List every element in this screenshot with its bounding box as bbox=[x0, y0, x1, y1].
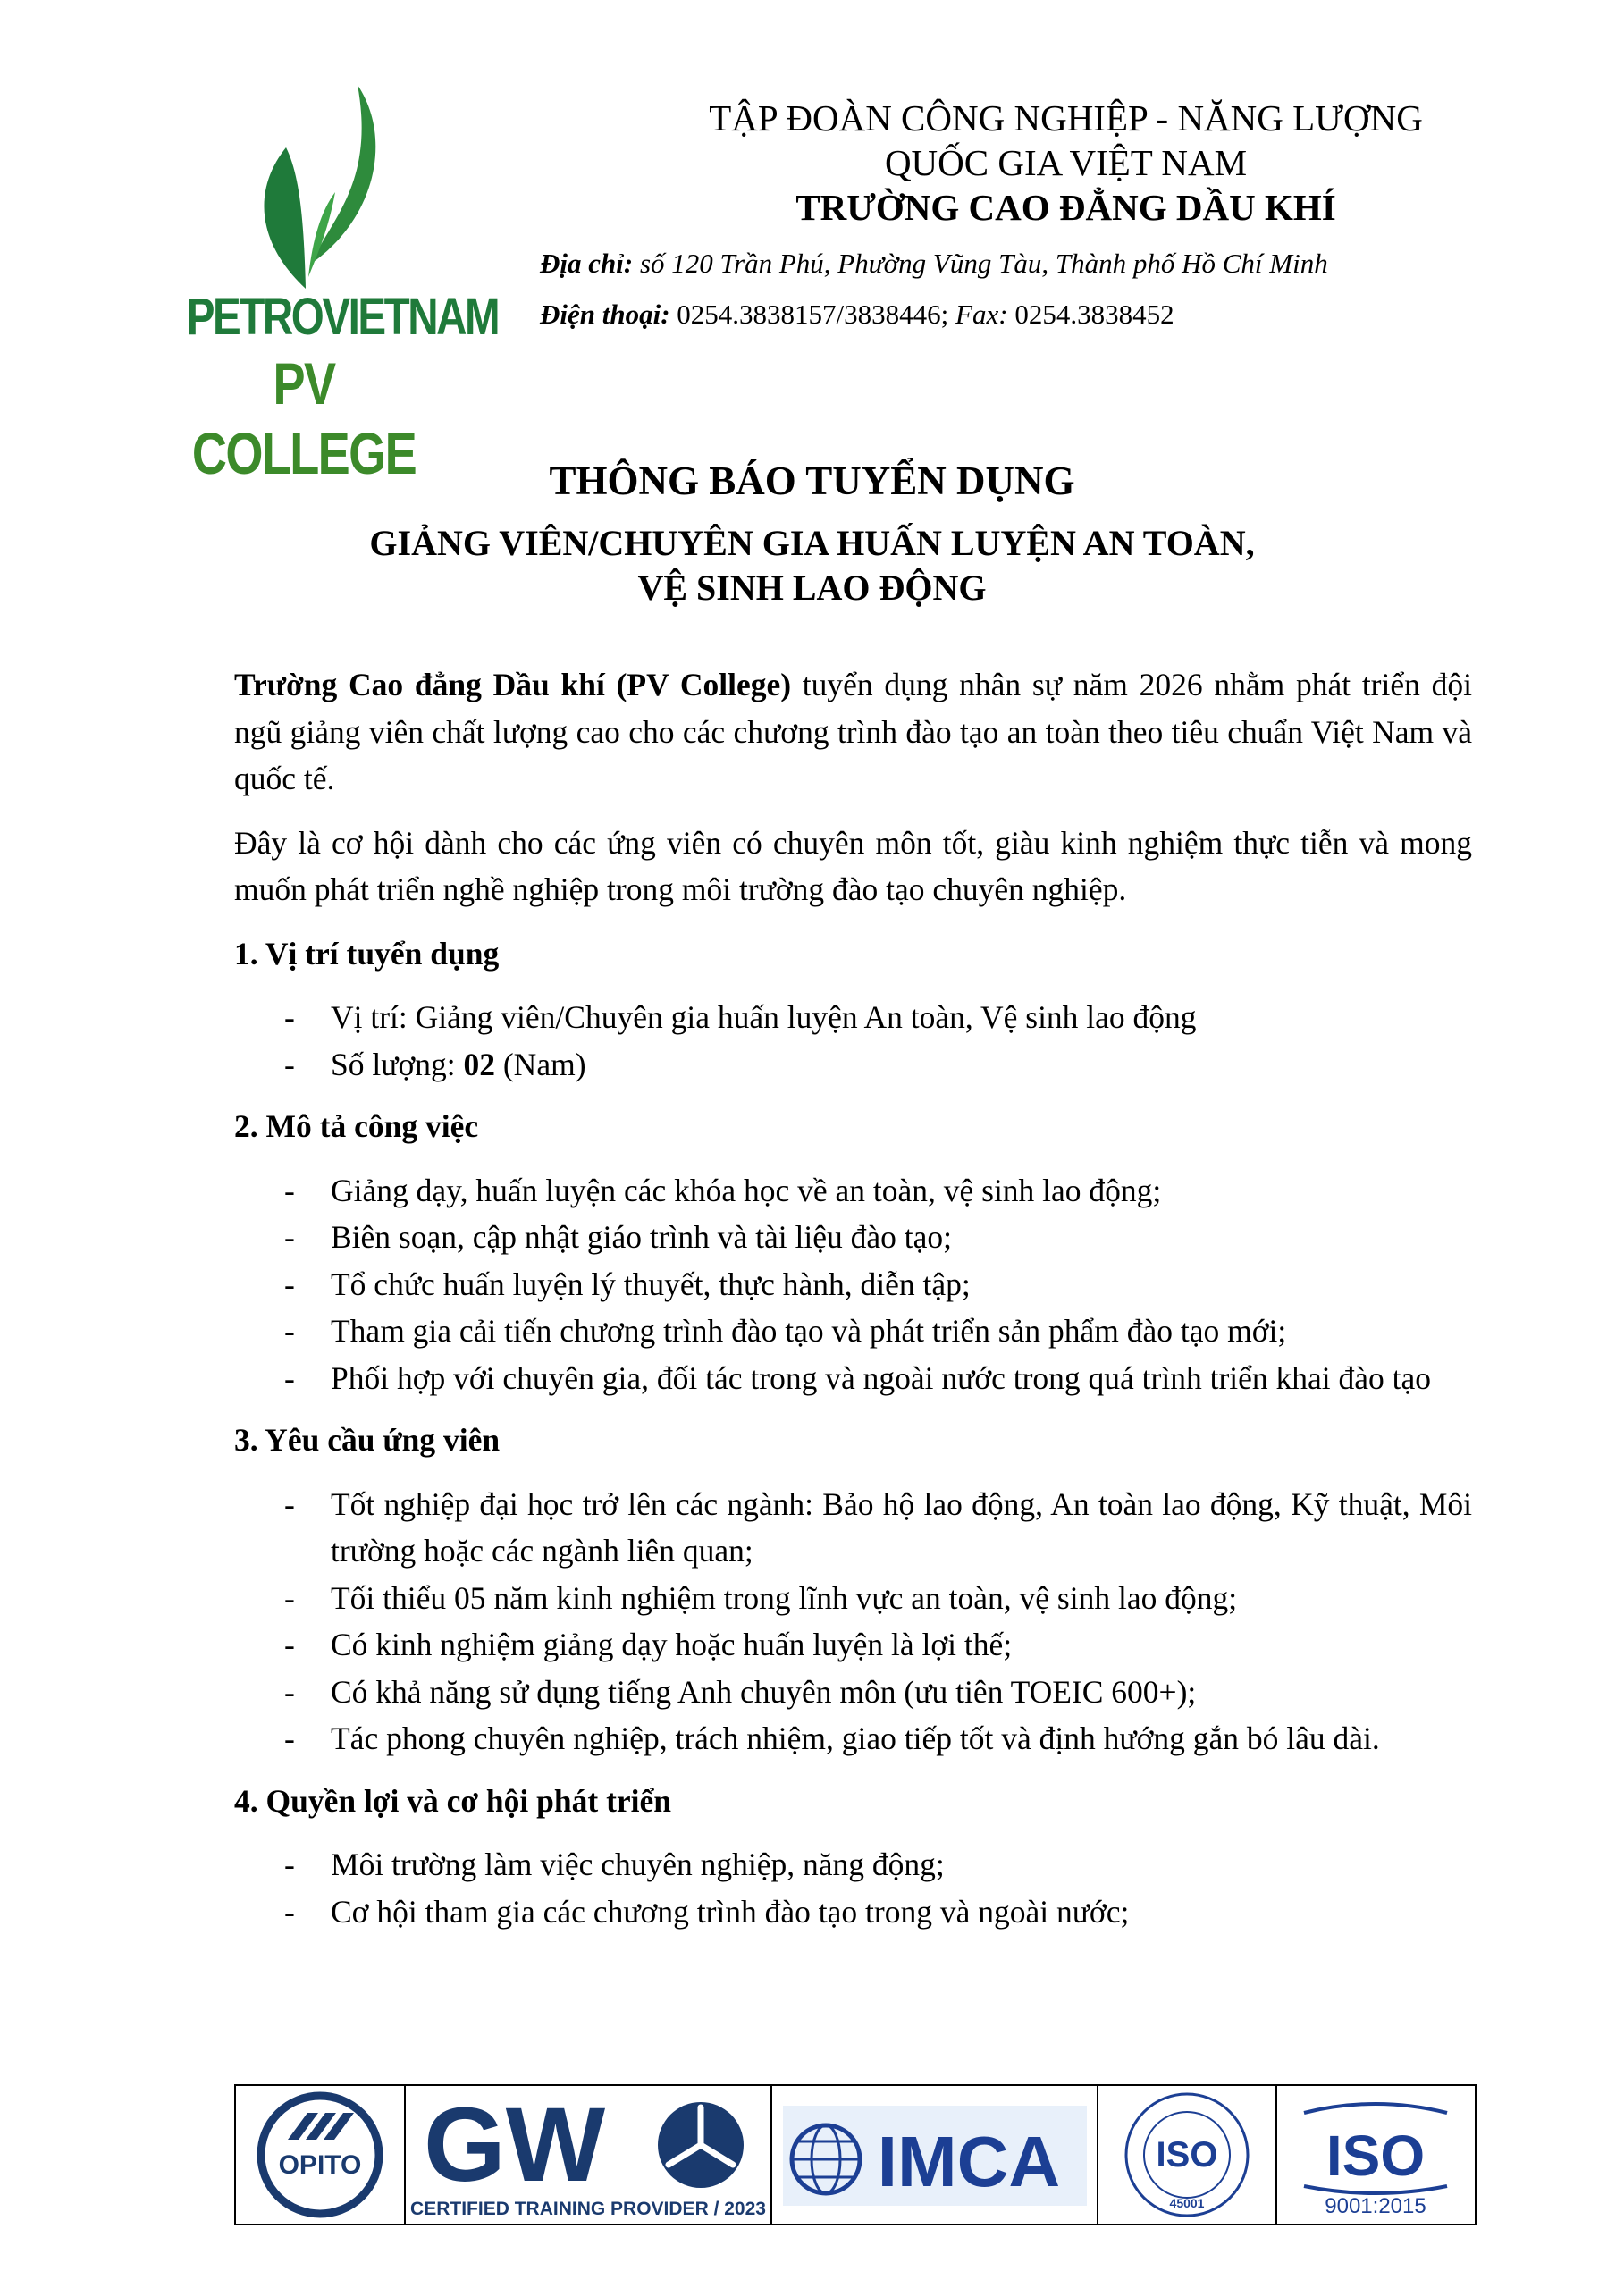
list-item bbox=[234, 1355, 1472, 1402]
intro-text: tuyển dụng nhân sự năm 2026 nhằm phát triển đội ngũ giảng viên chất lượng cao cho các chương trình đào tạo an toàn theo tiêu chuẩn Việt Nam và quốc tế. bbox=[234, 667, 1472, 796]
list-item bbox=[234, 1621, 1472, 1669]
bullet-dash: - bbox=[284, 1627, 295, 1662]
list-item bbox=[234, 994, 1472, 1041]
intro-paragraph-1 bbox=[234, 661, 1472, 803]
bullet-dash: - bbox=[284, 1172, 295, 1208]
org-name-line-1: TẬP ĐOÀN CÔNG NGHIỆP - NĂNG LƯỢNG bbox=[709, 97, 1423, 139]
bullet-dash: - bbox=[284, 1846, 295, 1882]
list-item-text: Tối thiểu 05 năm kinh nghiệm trong lĩnh vực an toàn, vệ sinh lao động; bbox=[331, 1579, 1238, 1616]
list-item bbox=[234, 1214, 1472, 1261]
list-item-text: Môi trường làm việc chuyên nghiệp, năng động; bbox=[331, 1846, 945, 1882]
job-description-list bbox=[234, 1167, 1472, 1402]
section-heading-positions: 1. Vị trí tuyển dụng bbox=[234, 935, 500, 972]
intro-paragraph-2: Đây là cơ hội dành cho các ứng viên có chuyên môn tốt, giàu kinh nghiệm thực tiễn và mong muốn phát triển nghề nghiệp trong môi trường đào tạo chuyên nghiệp. bbox=[234, 824, 1472, 907]
quantity-suffix: (Nam) bbox=[494, 1046, 586, 1082]
address-line bbox=[540, 246, 1328, 282]
list-item bbox=[234, 1888, 1472, 1936]
phone-label: Điện thoại: bbox=[540, 299, 670, 330]
contact-line bbox=[540, 297, 1174, 332]
bullet-dash: - bbox=[284, 1313, 295, 1349]
list-item bbox=[234, 1261, 1472, 1308]
list-item-text: Biên soạn, cập nhật giáo trình và tài liệu đào tạo; bbox=[331, 1219, 953, 1255]
list-item bbox=[234, 1575, 1472, 1622]
document-subtitle-line-1: GIẢNG VIÊN/CHUYÊN GIA HUẤN LUYỆN AN TOÀN, bbox=[369, 523, 1255, 563]
intro-school-name: Trường Cao đẳng Dầu khí (PV College) bbox=[234, 667, 792, 702]
quantity-label: Số lượng: bbox=[331, 1046, 464, 1082]
fax-value: 0254.3838452 bbox=[1007, 299, 1174, 330]
list-item-text: Phối hợp với chuyên gia, đối tác trong và ngoài nước trong quá trình triển khai đào tạo bbox=[331, 1359, 1432, 1396]
list-item-text: Tác phong chuyên nghiệp, trách nhiệm, giao tiếp tốt và định hướng gắn bó lâu dài. bbox=[331, 1720, 1380, 1756]
certification-bar bbox=[234, 2084, 1477, 2225]
bullet-dash: - bbox=[284, 1673, 295, 1710]
list-item-text: Tham gia cải tiến chương trình đào tạo và phát triển sản phẩm đào tạo mới; bbox=[331, 1313, 1287, 1349]
address-value: số 120 Trần Phú, Phường Vũng Tàu, Thành phố Hồ Chí Minh bbox=[633, 248, 1328, 279]
bullet-dash: - bbox=[284, 1359, 295, 1396]
list-item-text: Có kinh nghiệm giảng dạy hoặc huấn luyện là lợi thế; bbox=[331, 1627, 1013, 1662]
address-label: Địa chỉ: bbox=[540, 248, 634, 279]
quantity-value: 02 bbox=[463, 1046, 495, 1082]
opito-logo-icon bbox=[236, 2086, 406, 2224]
iso-9001-text: ISO bbox=[1325, 2124, 1426, 2188]
phone-value: 0254.3838157/3838446; bbox=[669, 299, 956, 330]
imca-logo-icon bbox=[772, 2086, 1098, 2224]
bullet-dash: - bbox=[284, 1579, 295, 1616]
logo-text-petrovietnam: PETROVIETNAM bbox=[186, 288, 499, 346]
bullet-dash: - bbox=[284, 1893, 295, 1930]
bullet-dash: - bbox=[284, 999, 295, 1035]
list-item-text: Giảng dạy, huấn luyện các khóa học về an toàn, vệ sinh lao động; bbox=[331, 1172, 1162, 1208]
imca-text: IMCA bbox=[877, 2122, 1061, 2201]
gwo-text: GW bbox=[424, 2086, 606, 2204]
iso-45001-number: 45001 bbox=[1169, 2196, 1205, 2210]
document-subtitle-line-2: VỆ SINH LAO ĐỘNG bbox=[637, 568, 987, 608]
iso-9001-number: 9001:2015 bbox=[1325, 2194, 1426, 2218]
bullet-dash: - bbox=[284, 1485, 295, 1522]
gwo-logo-icon bbox=[406, 2086, 772, 2224]
list-item-text: Vị trí: Giảng viên/Chuyên gia huấn luyện An toàn, Vệ sinh lao động bbox=[331, 999, 1197, 1035]
list-item bbox=[234, 1481, 1472, 1575]
iso-45001-text: ISO bbox=[1156, 2135, 1218, 2174]
list-item-text: Cơ hội tham gia các chương trình đào tạo trong và ngoài nước; bbox=[331, 1893, 1130, 1930]
org-name-line-2: QUỐC GIA VIỆT NAM bbox=[884, 142, 1248, 183]
petrovietnam-flame-leaf-icon bbox=[223, 85, 384, 290]
bullet-dash: - bbox=[284, 1046, 295, 1082]
benefits-list bbox=[234, 1841, 1472, 1935]
document-body bbox=[234, 661, 1472, 1950]
list-item bbox=[234, 1167, 1472, 1215]
section-heading-benefits: 4. Quyền lợi và cơ hội phát triển bbox=[234, 1782, 672, 1819]
section-heading-requirements: 3. Yêu cầu ứng viên bbox=[234, 1422, 501, 1458]
requirements-list bbox=[234, 1481, 1472, 1762]
bullet-dash: - bbox=[284, 1266, 295, 1302]
gwo-caption: CERTIFIED TRAINING PROVIDER / 2023 bbox=[410, 2199, 766, 2219]
iso-9001-logo-icon bbox=[1277, 2086, 1475, 2224]
document-title: THÔNG BÁO TUYỂN DỤNG bbox=[549, 458, 1075, 503]
logo bbox=[161, 85, 499, 486]
list-item bbox=[234, 1041, 1472, 1089]
section-heading-job-description: 2. Mô tả công việc bbox=[234, 1108, 479, 1144]
bullet-dash: - bbox=[284, 1219, 295, 1255]
bullet-dash: - bbox=[284, 1720, 295, 1756]
iso-45001-logo-icon bbox=[1098, 2086, 1277, 2224]
list-item bbox=[234, 1715, 1472, 1762]
opito-text: OPITO bbox=[278, 2150, 362, 2180]
list-item-text: Tốt nghiệp đại học trở lên các ngành: Bảo hộ lao động, An toàn lao động, Kỹ thuật, Môi trường hoặc các ngành liên quan; bbox=[331, 1485, 1472, 1569]
list-item-text: Tổ chức huấn luyện lý thuyết, thực hành, diễn tập; bbox=[331, 1266, 971, 1302]
list-item bbox=[234, 1841, 1472, 1888]
fax-label: Fax: bbox=[955, 299, 1008, 330]
logo-text-pv-college: PV COLLEGE bbox=[191, 350, 417, 486]
school-name: TRƯỜNG CAO ĐẲNG DẦU KHÍ bbox=[795, 187, 1336, 228]
list-item bbox=[234, 1669, 1472, 1716]
list-item bbox=[234, 1308, 1472, 1355]
list-item-text: Có khả năng sử dụng tiếng Anh chuyên môn (ưu tiên TOEIC 600+); bbox=[331, 1673, 1197, 1710]
positions-list bbox=[234, 994, 1472, 1088]
